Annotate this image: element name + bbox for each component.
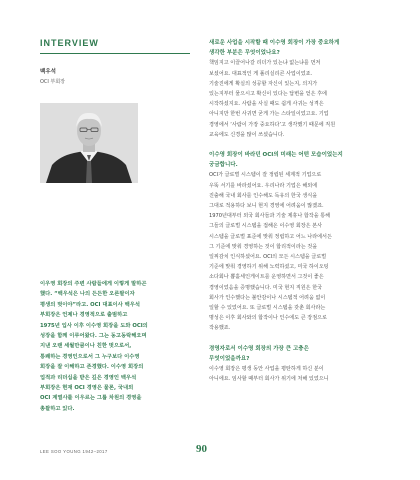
qa-block: [209, 150, 385, 334]
answer-line: 기술진에게 확실의 성공할 자신이 있는지, 의지가: [209, 80, 318, 87]
question-line: 새로운 사업을 시작할 때 이수영 회장이 가장 중요하게: [209, 40, 340, 46]
intro-line: 총괄하고 있다.: [40, 405, 75, 412]
right-column: [209, 38, 385, 385]
question-line: 무엇이었을까요?: [209, 355, 250, 362]
person-name: 백우석: [40, 69, 56, 75]
answer-line: 이수영 회장은 평생 동안 사업을 평탄하게 하신 분이: [209, 366, 324, 373]
answer-line: 보셨어요. 대표적인 게 폴리실리콘 사업이었죠.: [209, 70, 313, 77]
answer-line: 1970년대부터 외국 회사들과 기술 제휴나 합작을 통해: [209, 213, 331, 220]
intro-line: 성장을 함께 이루어왔다. 그는 동고동락해오며: [40, 333, 147, 340]
answer-line: 교육에도 신경을 많이 쓰셨습니다.: [209, 131, 285, 138]
answer-line: 일찌감치 인식하셨어요. OCI의 모든 시스템을 글로벌: [209, 254, 327, 261]
answer-line: 아니에요. 임사할 때부터 회사가 위기에 처해 있었으니: [209, 376, 329, 383]
answer-line: 있는지부터 물으시고 확신이 있다는 답변을 얻은 후에: [209, 91, 327, 98]
person-role: OCI 부회장: [40, 79, 65, 85]
question-line: 생각한 부분은 무엇이었나요?: [209, 50, 280, 57]
left-column: [40, 38, 190, 85]
intro-line: 1975년 입사 이후 이수영 회장을 도와 OCI의: [40, 322, 148, 329]
answer-line: 경영이었음을 증명했습니다. 미국 현지 직원은 한국: [209, 284, 323, 291]
intro-line: 통쾌하는 경영인으로서 그 누구보다 이수영: [40, 353, 140, 360]
intro-line: OCI 계열사를 이우르는 그룹 차원의 경영을: [40, 395, 142, 402]
answer-line: 회사가 인수했다는 불안감이나 시스템적 어려움 없이: [209, 294, 326, 301]
answer-line: 기준에 맞춰 경영하기 위해 노력하셨고, 미국 하이오팅: [209, 264, 329, 271]
intro-line: 지낸 오랜 세월만큼이나 친한 벗으로서,: [40, 343, 132, 350]
intro-line: 부회장은 현재 OCI 경영은 물론, 국내외: [40, 385, 134, 392]
intro-line: 했다. “백우석은 나의 든든한 오른팔이자: [40, 291, 135, 298]
question-line: 경영자로서 이수영 회장의 가장 큰 고충은: [209, 345, 309, 352]
answer-line: 그대로 적용하다 보니 현지 경영에 어려움이 많겠죠.: [209, 203, 324, 210]
section-title: INTERVIEW: [40, 38, 190, 54]
answer-line: 작용했죠.: [209, 325, 231, 332]
portrait-illustration: [40, 103, 138, 183]
answer-line: 경영에서 ‘사람이 가장 중요하다’고 생각했기 때문에 직원: [209, 121, 336, 128]
intro-line: 평생의 벗이야”라고. OCI 대표이사 백우석: [40, 301, 140, 308]
question-line: 궁금합니다.: [209, 162, 238, 169]
intro-line: 회장을 잘 이해하고 존경했다. 이수영 회장의: [40, 364, 144, 371]
answer-paragraph: [209, 364, 385, 384]
portrait-photo: [40, 103, 138, 183]
book-title-footer: LEE SOO YOUNG 1942–2017: [40, 449, 108, 454]
answer-line: 명성은 이후 회사와의 합작이나 인수에도 큰 장점으로: [209, 315, 327, 322]
answer-paragraph: [209, 58, 385, 140]
answer-line: 일할 수 있었어요. 또 글로벌 시스템을 갖춘 회사라는: [209, 305, 326, 312]
question-heading: [209, 344, 385, 364]
answer-paragraph: [209, 170, 385, 333]
intro-paragraph: [40, 279, 192, 414]
question-line: 이수영 회장이 바라던 OCI의 미래는 어떤 모습이었는지: [209, 152, 343, 159]
answer-line: 아니지만 한번 사귀면 굳게 가는 스타일이었고요. 기업: [209, 111, 329, 118]
answer-line: 책임지고 이끌어나갈 리더가 있는냐 없는냐를 먼저: [209, 60, 321, 67]
answer-line: 소다회나 뽑홀세인게이트를 운영하면서 그것이 좋은: [209, 274, 324, 281]
qa-block: [209, 344, 385, 385]
answer-line: 그 기준에 맞춰 경영하는 것이 합리적이라는 것을: [209, 243, 318, 250]
page-number: 90: [196, 443, 207, 455]
question-heading: [209, 38, 385, 58]
answer-line: 우뚝 서기를 바라셨어요. 우리나라 기업은 해외에: [209, 182, 318, 189]
intro-line: 업적과 리더십을 받은 깊은 경영인 백우석: [40, 374, 137, 381]
question-heading: [209, 150, 385, 170]
answer-line: 진출해 국내 회사를 인수해도 독유의 한국 생식을: [209, 192, 318, 199]
answer-line: OCI가 글로벌 시스템이 잘 정립된 세계적 기업으로: [209, 172, 322, 179]
answer-line: 시스템을 글로벌 표준에 맞춰 정립하고 어느 나라에서든: [209, 233, 332, 240]
intro-line: 부회장은 언제나 경영적으로 출범하고: [40, 312, 128, 319]
answer-line: 그들의 글로벌 시스템을 접해온 이수영 회장은 본사: [209, 223, 323, 230]
intro-line: 이우영 회장의 주변 사람들에게 이렇게 말하곤: [40, 281, 147, 287]
qa-block: [209, 38, 385, 140]
answer-line: 시작하셨지요. 사람을 사실 때도 쉽게 사귀는 성격은: [209, 101, 324, 108]
